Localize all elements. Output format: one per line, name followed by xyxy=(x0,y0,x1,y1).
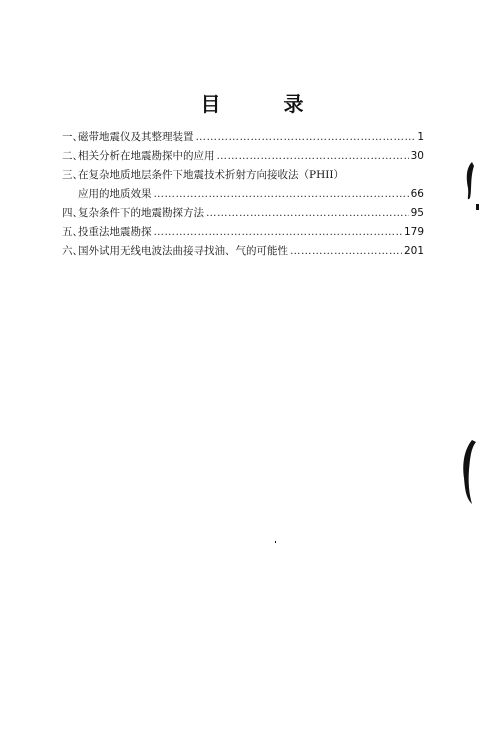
speck xyxy=(275,541,276,543)
toc-number: 三、 xyxy=(62,169,83,181)
toc-number: 五、 xyxy=(62,226,83,238)
toc-title: 磁带地震仪及其整理装置 xyxy=(78,131,194,143)
toc-title: 复杂条件下的地震勘探方法 xyxy=(78,207,204,219)
toc-number: 二、 xyxy=(62,150,83,162)
page-title: 目 录 xyxy=(200,92,332,116)
toc-page-number: 95 xyxy=(410,207,424,219)
toc-entry-5[interactable] xyxy=(62,223,424,242)
dot-leader xyxy=(217,147,409,166)
dot-leader xyxy=(154,185,409,204)
toc-page-number: 179 xyxy=(403,226,424,238)
toc-entry-2[interactable] xyxy=(62,147,424,166)
scan-artifact-bottom xyxy=(456,438,486,508)
toc-title: 在复杂地质地层条件下地震技术折射方向接收法（PHII） xyxy=(78,169,345,181)
scan-artifact-top xyxy=(458,160,488,220)
toc-entry-1[interactable] xyxy=(62,128,424,147)
toc-page-number: 201 xyxy=(403,245,424,257)
dot-leader xyxy=(290,242,402,261)
table-of-contents xyxy=(62,128,424,261)
toc-page-number: 1 xyxy=(417,131,424,143)
bracket-mark xyxy=(467,162,474,199)
toc-number: 四、 xyxy=(62,207,83,219)
toc-title: 投重法地震勘探 xyxy=(78,226,152,238)
dot-leader xyxy=(196,128,416,147)
toc-title: 国外试用无线电波法曲接寻找油、气的可能性 xyxy=(78,245,288,257)
dot-leader xyxy=(206,204,409,223)
toc-entry-3[interactable] xyxy=(62,166,424,185)
dot-leader xyxy=(154,223,402,242)
toc-number: 六、 xyxy=(62,245,83,257)
toc-page-number: 30 xyxy=(410,150,424,162)
toc-page-number: 66 xyxy=(410,188,424,200)
toc-title: 应用的地质效果 xyxy=(78,188,152,200)
toc-number: 一、 xyxy=(62,131,83,143)
toc-entry-4[interactable] xyxy=(62,204,424,223)
toc-title: 相关分析在地震勘探中的应用 xyxy=(78,150,215,162)
bracket-mark xyxy=(463,440,476,504)
dot-mark xyxy=(476,204,479,210)
toc-entry-6[interactable] xyxy=(62,242,424,261)
toc-entry-3-continued[interactable] xyxy=(62,185,424,204)
